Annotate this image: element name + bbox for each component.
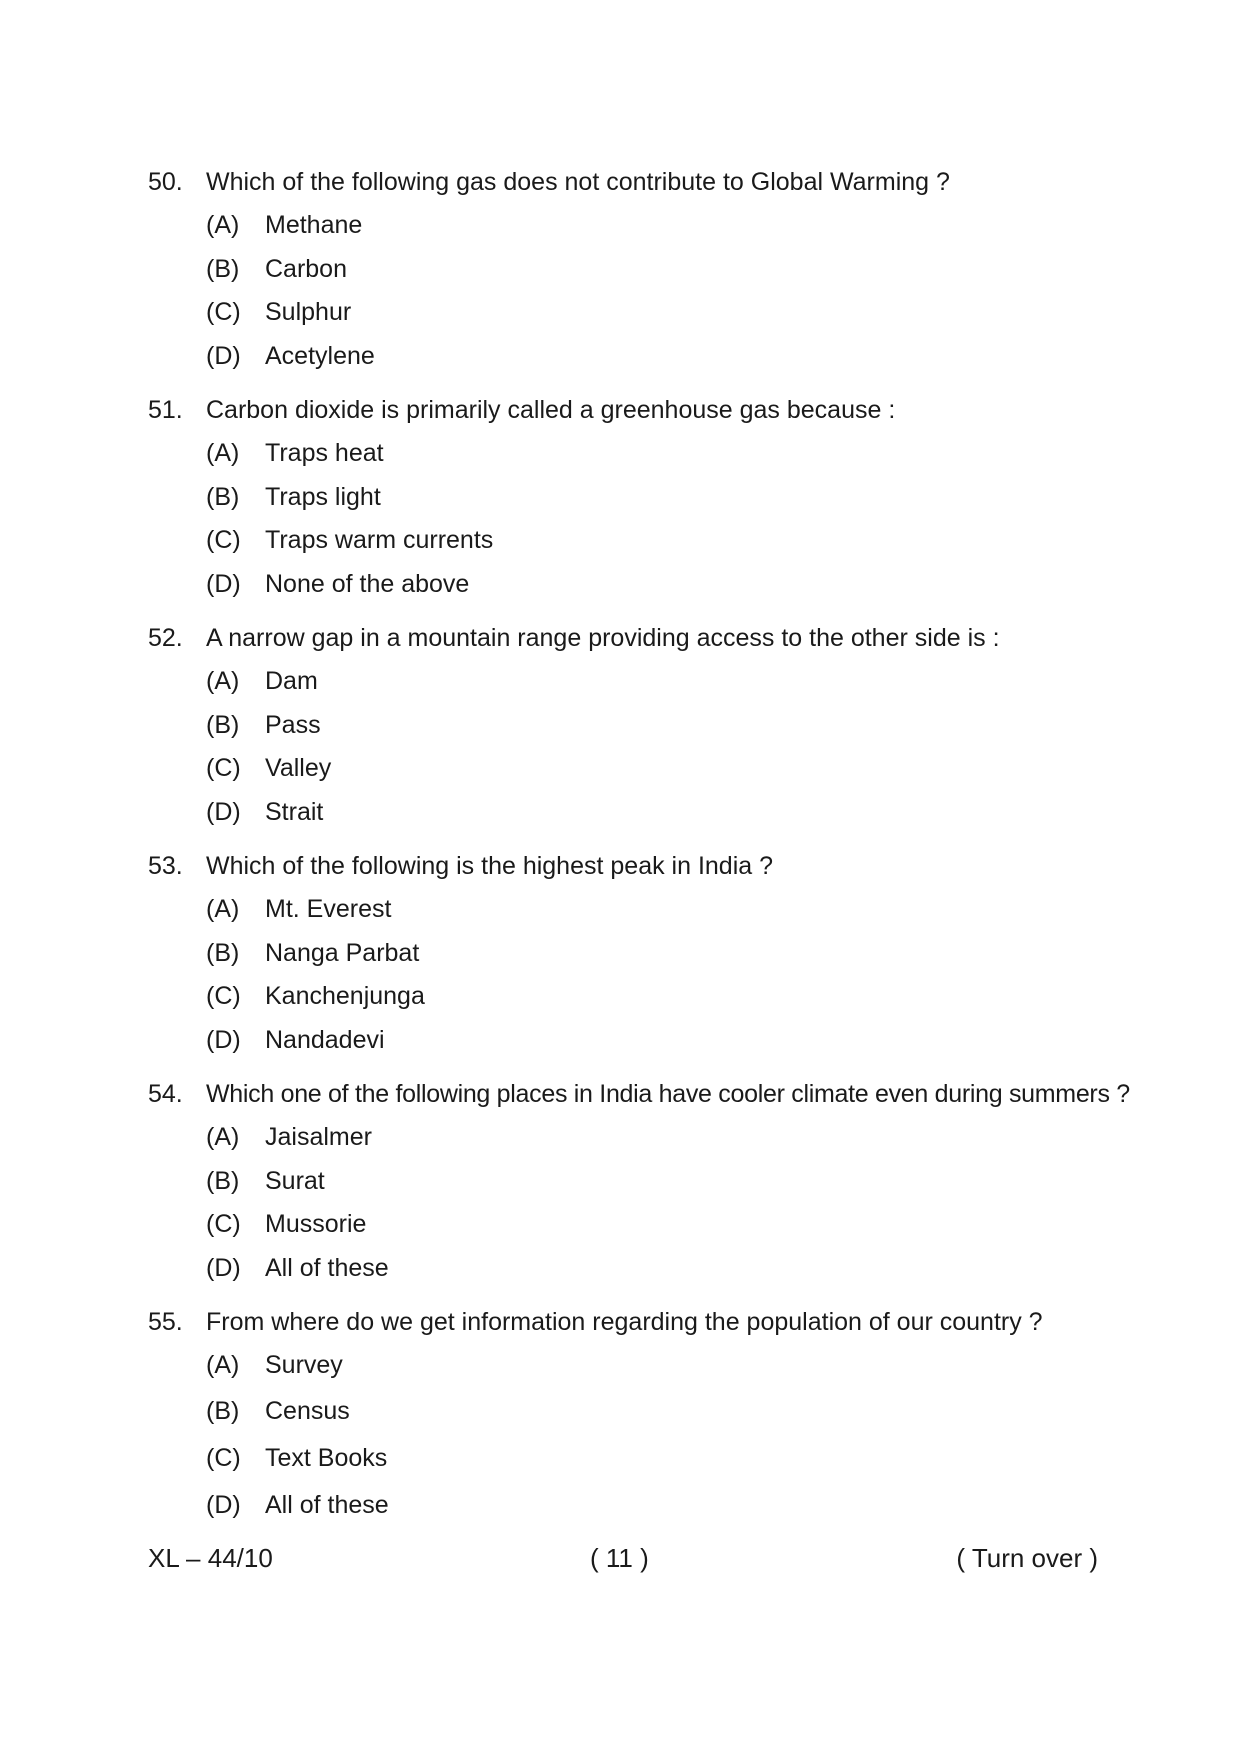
option-list	[148, 432, 1108, 606]
option-letter: (A)	[206, 895, 240, 924]
option-text: Traps heat	[265, 439, 384, 468]
option-a	[148, 1116, 1108, 1160]
option-text: Traps light	[265, 482, 381, 511]
question-text: A narrow gap in a mountain range providing access to the other side is :	[206, 623, 1000, 652]
option-text: All of these	[265, 1490, 389, 1519]
option-letter: (D)	[206, 1253, 241, 1282]
question-52	[148, 616, 1108, 834]
option-text: Traps warm currents	[265, 526, 494, 555]
option-list	[148, 1344, 1108, 1529]
option-text: Dam	[265, 667, 318, 696]
option-text: Mussorie	[265, 1210, 367, 1239]
option-b	[148, 932, 1108, 976]
option-text: Survey	[265, 1351, 343, 1380]
paper-code: XL – 44/10	[148, 1543, 273, 1573]
option-b	[148, 248, 1108, 292]
option-a	[148, 1344, 1108, 1388]
option-list	[148, 1116, 1108, 1290]
option-text: None of the above	[265, 569, 470, 598]
option-text: Pass	[265, 710, 321, 739]
option-c	[148, 519, 1108, 563]
option-text: Mt. Everest	[265, 895, 392, 924]
option-list	[148, 888, 1108, 1062]
option-b	[148, 1160, 1108, 1204]
option-letter: (A)	[206, 1351, 240, 1380]
question-text: Which of the following gas does not contribute to Global Warming ?	[206, 167, 950, 196]
question-51	[148, 388, 1108, 606]
option-letter: (C)	[206, 982, 241, 1011]
option-letter: (C)	[206, 754, 241, 783]
option-letter: (A)	[206, 667, 240, 696]
option-text: Strait	[265, 797, 324, 826]
option-letter: (D)	[206, 1025, 241, 1054]
option-a	[148, 660, 1108, 704]
option-d	[148, 791, 1108, 835]
option-text: Nandadevi	[265, 1025, 385, 1054]
option-letter: (C)	[206, 526, 241, 555]
option-letter: (C)	[206, 1210, 241, 1239]
option-text: Methane	[265, 211, 363, 240]
option-text: Acetylene	[265, 341, 375, 370]
option-c	[148, 747, 1108, 791]
question-number: 55.	[148, 1307, 183, 1336]
question-number: 50.	[148, 167, 183, 196]
option-list	[148, 204, 1108, 378]
option-b	[148, 1388, 1108, 1435]
option-d	[148, 563, 1108, 607]
question-number: 52.	[148, 623, 183, 652]
option-a	[148, 432, 1108, 476]
option-a	[148, 204, 1108, 248]
question-text: Which one of the following places in India have cooler climate even during summers ?	[206, 1079, 1130, 1108]
question-number: 54.	[148, 1079, 183, 1108]
option-letter: (C)	[206, 1443, 241, 1472]
option-text: Surat	[265, 1166, 325, 1195]
option-c	[148, 1203, 1108, 1247]
option-text: Census	[265, 1396, 350, 1425]
option-text: Text Books	[265, 1443, 388, 1472]
option-letter: (A)	[206, 439, 240, 468]
option-c	[148, 291, 1108, 335]
option-letter: (D)	[206, 1490, 241, 1519]
option-text: Valley	[265, 754, 332, 783]
question-53	[148, 844, 1108, 1062]
question-number: 51.	[148, 395, 183, 424]
question-list	[148, 160, 1130, 1529]
question-text: Carbon dioxide is primarily called a greenhouse gas because :	[206, 395, 896, 424]
option-letter: (B)	[206, 1166, 240, 1195]
option-letter: (D)	[206, 341, 241, 370]
option-letter: (B)	[206, 482, 240, 511]
option-letter: (B)	[206, 710, 240, 739]
option-letter: (A)	[206, 1123, 240, 1152]
option-d	[148, 1019, 1108, 1063]
option-letter: (B)	[206, 938, 240, 967]
option-letter: (A)	[206, 211, 240, 240]
option-list	[148, 660, 1108, 834]
question-54	[148, 1072, 1130, 1290]
option-b	[148, 704, 1108, 748]
question-text: From where do we get information regarding the population of our country ?	[206, 1307, 1043, 1336]
option-d	[148, 335, 1108, 379]
option-letter: (B)	[206, 1396, 240, 1425]
option-text: Carbon	[265, 254, 347, 283]
option-text: Kanchenjunga	[265, 982, 425, 1011]
option-a	[148, 888, 1108, 932]
option-letter: (D)	[206, 797, 241, 826]
option-text: Jaisalmer	[265, 1123, 372, 1152]
option-d	[148, 1482, 1108, 1529]
option-letter: (D)	[206, 569, 241, 598]
option-letter: (B)	[206, 254, 240, 283]
page-footer	[148, 1543, 1098, 1583]
question-50	[148, 160, 1108, 378]
question-55	[148, 1300, 1108, 1529]
option-text: Nanga Parbat	[265, 938, 420, 967]
question-number: 53.	[148, 851, 183, 880]
option-d	[148, 1247, 1108, 1291]
turn-over-note: ( Turn over )	[956, 1543, 1098, 1573]
page-number: ( 11 )	[590, 1543, 649, 1573]
option-letter: (C)	[206, 298, 241, 327]
option-c	[148, 1435, 1108, 1482]
option-text: All of these	[265, 1253, 389, 1282]
question-text: Which of the following is the highest peak in India ?	[206, 851, 774, 880]
option-b	[148, 476, 1108, 520]
option-c	[148, 975, 1108, 1019]
option-text: Sulphur	[265, 298, 352, 327]
